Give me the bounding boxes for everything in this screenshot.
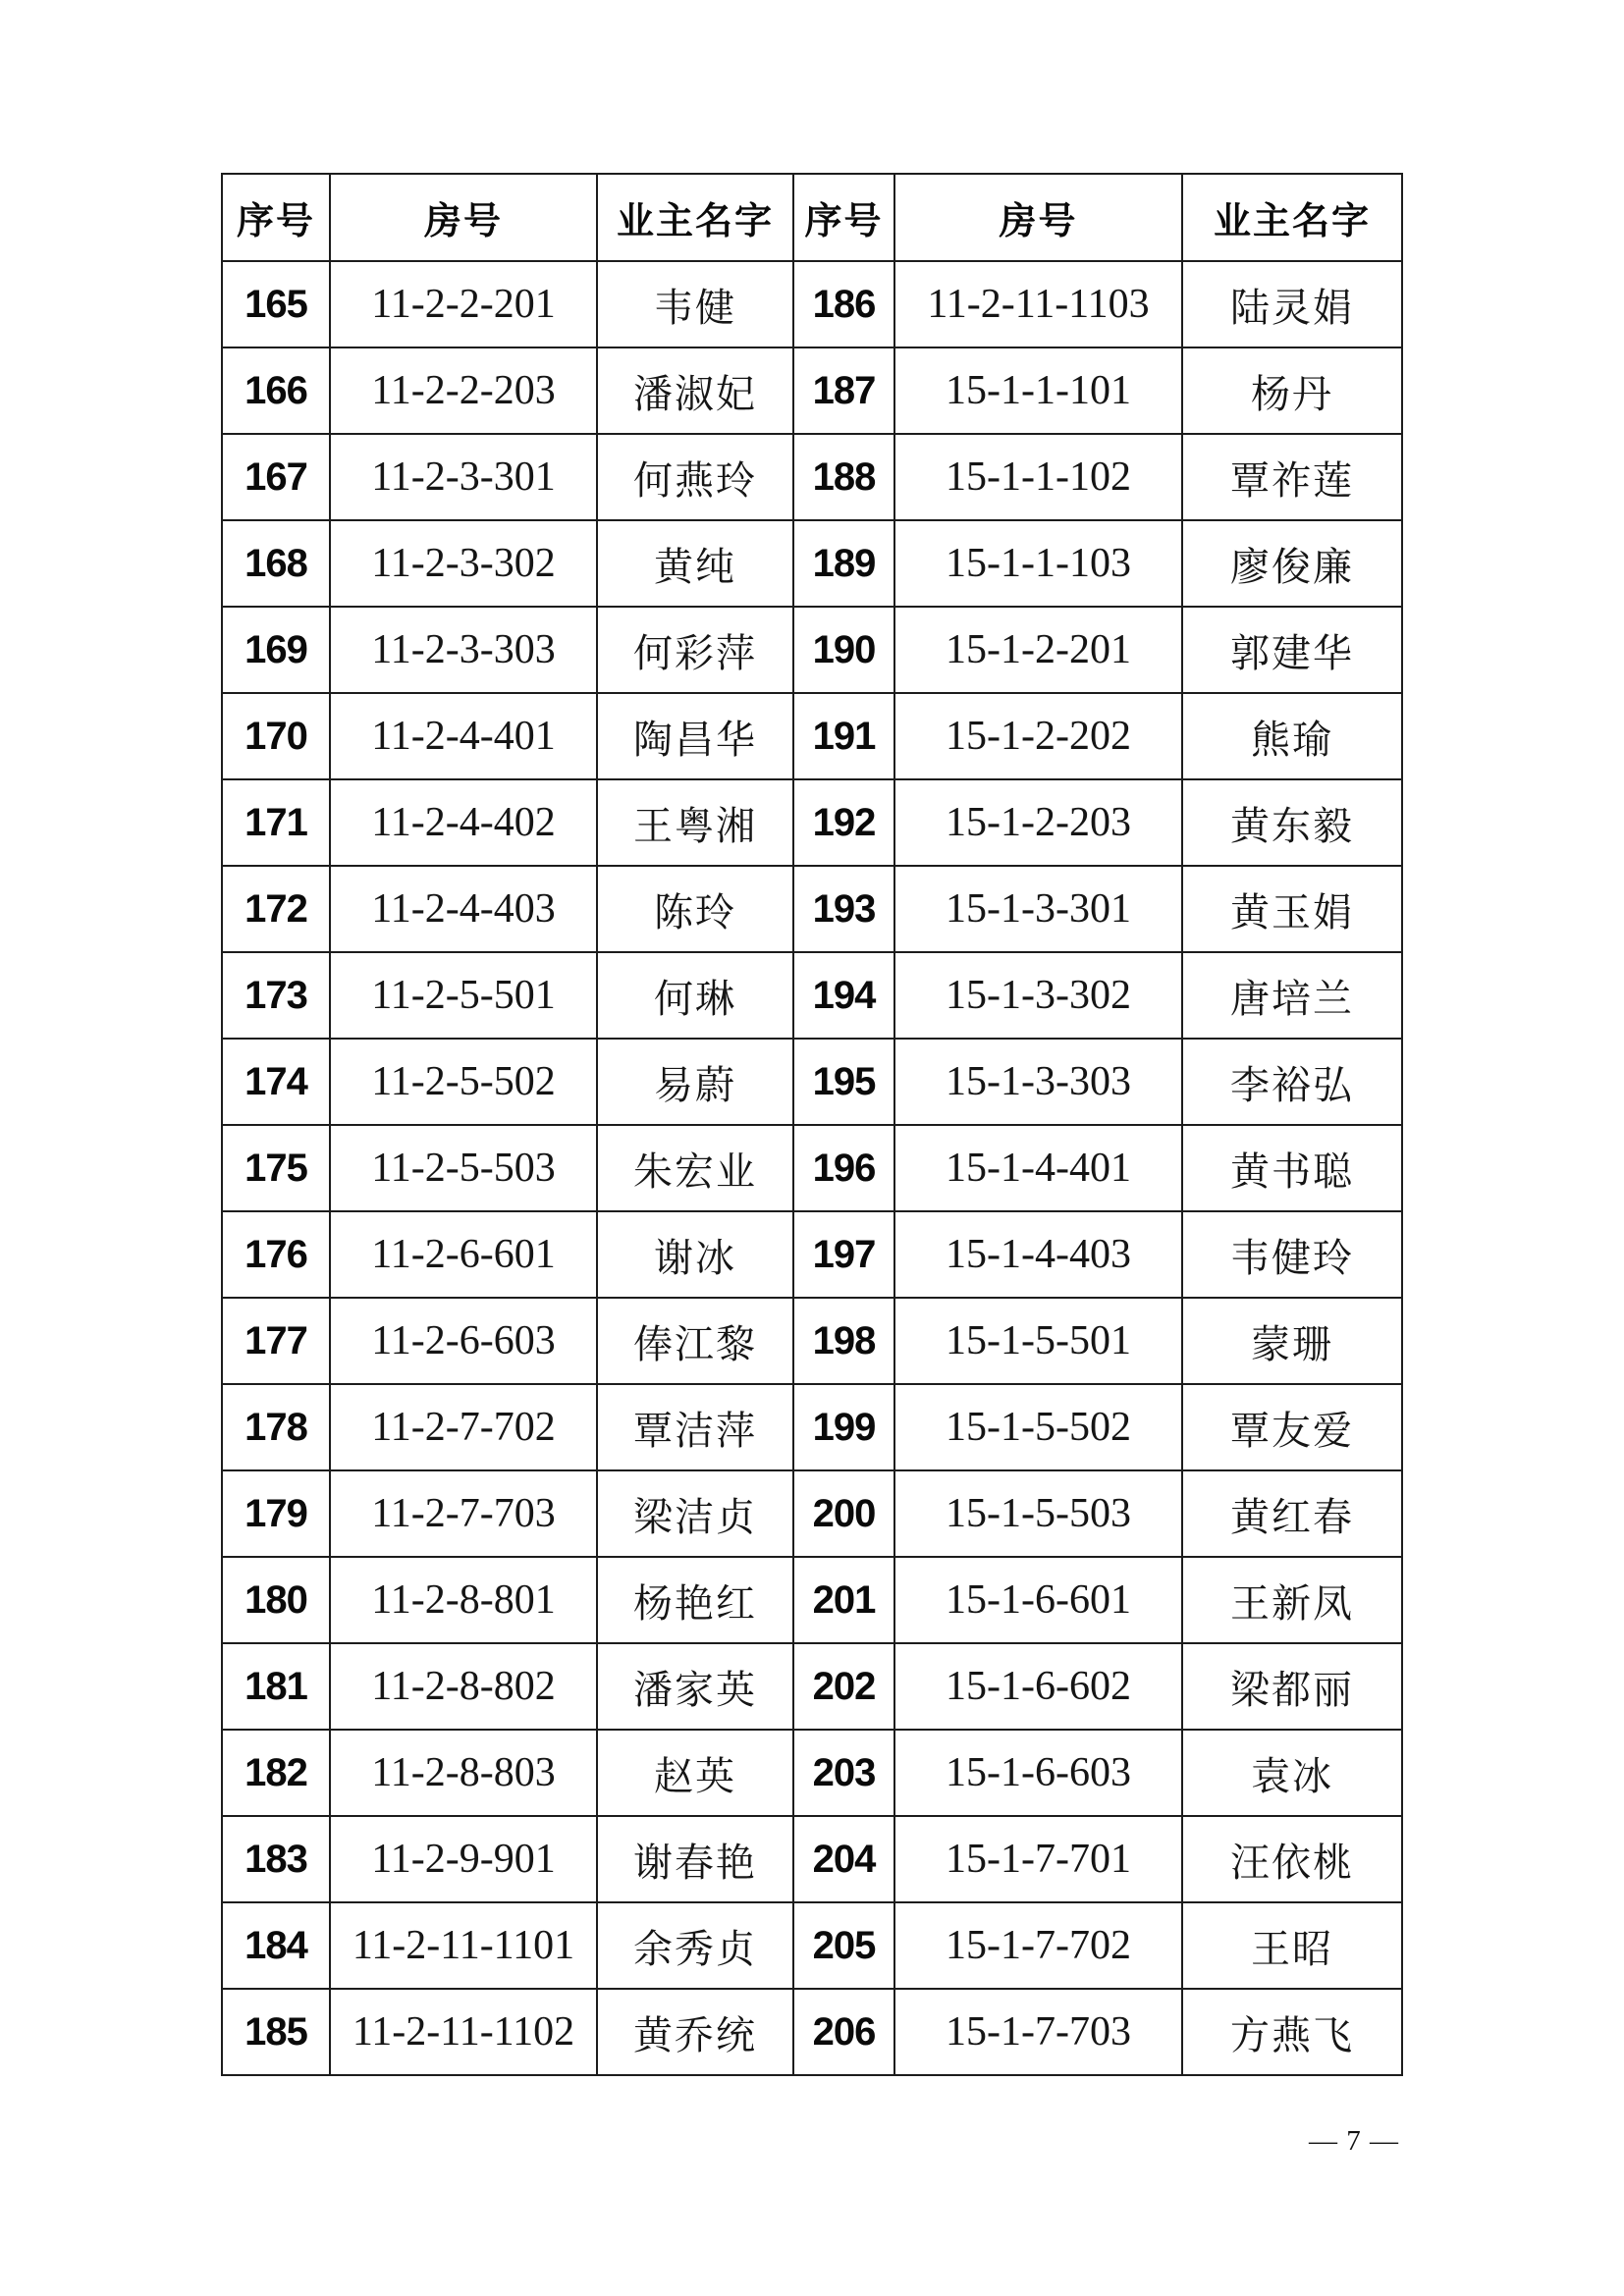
- name-cell: 郭建华: [1182, 607, 1402, 693]
- name-cell: 黄纯: [597, 520, 793, 607]
- seq-cell: 191: [793, 693, 894, 779]
- room-cell: 11-2-4-403: [330, 866, 597, 952]
- seq-cell: 197: [793, 1211, 894, 1298]
- room-cell: 15-1-3-302: [894, 952, 1182, 1039]
- seq-cell: 190: [793, 607, 894, 693]
- name-cell: 黄红春: [1182, 1470, 1402, 1557]
- table-row: [222, 1125, 1402, 1211]
- seq-cell: 182: [222, 1730, 330, 1816]
- room-cell: 15-1-3-303: [894, 1039, 1182, 1125]
- table-row: [222, 347, 1402, 434]
- room-cell: 15-1-4-401: [894, 1125, 1182, 1211]
- table-row: [222, 1298, 1402, 1384]
- seq-cell: 199: [793, 1384, 894, 1470]
- table-row: [222, 1039, 1402, 1125]
- room-cell: 15-1-2-203: [894, 779, 1182, 866]
- column-header: 业主名字: [1182, 174, 1402, 261]
- room-cell: 15-1-5-503: [894, 1470, 1182, 1557]
- name-cell: 梁洁贞: [597, 1470, 793, 1557]
- room-cell: 11-2-2-201: [330, 261, 597, 347]
- name-cell: 何燕玲: [597, 434, 793, 520]
- name-cell: 黄乔统: [597, 1989, 793, 2075]
- name-cell: 谢春艳: [597, 1816, 793, 1902]
- seq-cell: 200: [793, 1470, 894, 1557]
- seq-cell: 173: [222, 952, 330, 1039]
- room-cell: 11-2-3-301: [330, 434, 597, 520]
- room-cell: 15-1-5-502: [894, 1384, 1182, 1470]
- seq-cell: 176: [222, 1211, 330, 1298]
- name-cell: 潘淑妃: [597, 347, 793, 434]
- room-cell: 11-2-11-1103: [894, 261, 1182, 347]
- seq-cell: 175: [222, 1125, 330, 1211]
- room-cell: 11-2-7-703: [330, 1470, 597, 1557]
- seq-cell: 206: [793, 1989, 894, 2075]
- seq-cell: 166: [222, 347, 330, 434]
- table-row: [222, 434, 1402, 520]
- room-cell: 11-2-7-702: [330, 1384, 597, 1470]
- seq-cell: 188: [793, 434, 894, 520]
- seq-cell: 180: [222, 1557, 330, 1643]
- table-row: [222, 952, 1402, 1039]
- table-row: [222, 1989, 1402, 2075]
- seq-cell: 201: [793, 1557, 894, 1643]
- room-cell: 11-2-4-401: [330, 693, 597, 779]
- room-cell: 15-1-6-603: [894, 1730, 1182, 1816]
- seq-cell: 194: [793, 952, 894, 1039]
- table-row: [222, 866, 1402, 952]
- seq-cell: 181: [222, 1643, 330, 1730]
- room-cell: 11-2-4-402: [330, 779, 597, 866]
- name-cell: 覃洁萍: [597, 1384, 793, 1470]
- seq-cell: 170: [222, 693, 330, 779]
- room-cell: 11-2-5-501: [330, 952, 597, 1039]
- room-cell: 15-1-7-702: [894, 1902, 1182, 1989]
- room-cell: 15-1-1-103: [894, 520, 1182, 607]
- name-cell: 俸江黎: [597, 1298, 793, 1384]
- table-row: [222, 779, 1402, 866]
- seq-cell: 205: [793, 1902, 894, 1989]
- name-cell: 何彩萍: [597, 607, 793, 693]
- room-cell: 11-2-6-603: [330, 1298, 597, 1384]
- name-cell: 陶昌华: [597, 693, 793, 779]
- room-cell: 15-1-6-602: [894, 1643, 1182, 1730]
- seq-cell: 192: [793, 779, 894, 866]
- seq-cell: 185: [222, 1989, 330, 2075]
- room-cell: 15-1-4-403: [894, 1211, 1182, 1298]
- seq-cell: 183: [222, 1816, 330, 1902]
- seq-cell: 178: [222, 1384, 330, 1470]
- name-cell: 余秀贞: [597, 1902, 793, 1989]
- name-cell: 梁都丽: [1182, 1643, 1402, 1730]
- table-row: [222, 607, 1402, 693]
- room-cell: 11-2-8-802: [330, 1643, 597, 1730]
- table-body: [222, 261, 1402, 2075]
- name-cell: 韦健: [597, 261, 793, 347]
- name-cell: 谢冰: [597, 1211, 793, 1298]
- name-cell: 韦健玲: [1182, 1211, 1402, 1298]
- room-cell: 15-1-7-703: [894, 1989, 1182, 2075]
- name-cell: 陆灵娟: [1182, 261, 1402, 347]
- room-cell: 11-2-11-1102: [330, 1989, 597, 2075]
- room-cell: 11-2-5-503: [330, 1125, 597, 1211]
- room-cell: 11-2-11-1101: [330, 1902, 597, 1989]
- column-header: 房号: [330, 174, 597, 261]
- seq-cell: 198: [793, 1298, 894, 1384]
- room-cell: 15-1-6-601: [894, 1557, 1182, 1643]
- room-cell: 15-1-1-101: [894, 347, 1182, 434]
- owners-table: [221, 173, 1403, 2076]
- name-cell: 廖俊廉: [1182, 520, 1402, 607]
- room-cell: 11-2-9-901: [330, 1816, 597, 1902]
- name-cell: 潘家英: [597, 1643, 793, 1730]
- seq-cell: 195: [793, 1039, 894, 1125]
- name-cell: 朱宏业: [597, 1125, 793, 1211]
- seq-cell: 202: [793, 1643, 894, 1730]
- seq-cell: 168: [222, 520, 330, 607]
- room-cell: 11-2-3-302: [330, 520, 597, 607]
- name-cell: 何琳: [597, 952, 793, 1039]
- table-row: [222, 1211, 1402, 1298]
- room-cell: 11-2-8-803: [330, 1730, 597, 1816]
- table-row: [222, 1384, 1402, 1470]
- seq-cell: 177: [222, 1298, 330, 1384]
- room-cell: 15-1-2-201: [894, 607, 1182, 693]
- table-row: [222, 1557, 1402, 1643]
- table-row: [222, 693, 1402, 779]
- page-number: — 7 —: [1309, 2125, 1399, 2157]
- name-cell: 蒙珊: [1182, 1298, 1402, 1384]
- room-cell: 15-1-5-501: [894, 1298, 1182, 1384]
- seq-cell: 167: [222, 434, 330, 520]
- seq-cell: 172: [222, 866, 330, 952]
- name-cell: 袁冰: [1182, 1730, 1402, 1816]
- seq-cell: 184: [222, 1902, 330, 1989]
- name-cell: 王新凤: [1182, 1557, 1402, 1643]
- name-cell: 赵英: [597, 1730, 793, 1816]
- name-cell: 汪依桃: [1182, 1816, 1402, 1902]
- room-cell: 15-1-3-301: [894, 866, 1182, 952]
- name-cell: 王粤湘: [597, 779, 793, 866]
- name-cell: 黄玉娟: [1182, 866, 1402, 952]
- seq-cell: 187: [793, 347, 894, 434]
- seq-cell: 169: [222, 607, 330, 693]
- table-row: [222, 1730, 1402, 1816]
- name-cell: 唐培兰: [1182, 952, 1402, 1039]
- name-cell: 覃友爱: [1182, 1384, 1402, 1470]
- room-cell: 15-1-2-202: [894, 693, 1182, 779]
- room-cell: 11-2-8-801: [330, 1557, 597, 1643]
- table-row: [222, 1643, 1402, 1730]
- table-row: [222, 1816, 1402, 1902]
- name-cell: 覃祚莲: [1182, 434, 1402, 520]
- column-header: 业主名字: [597, 174, 793, 261]
- room-cell: 11-2-6-601: [330, 1211, 597, 1298]
- name-cell: 王昭: [1182, 1902, 1402, 1989]
- room-cell: 15-1-7-701: [894, 1816, 1182, 1902]
- room-cell: 15-1-1-102: [894, 434, 1182, 520]
- table-row: [222, 520, 1402, 607]
- name-cell: 陈玲: [597, 866, 793, 952]
- seq-cell: 165: [222, 261, 330, 347]
- seq-cell: 189: [793, 520, 894, 607]
- seq-cell: 204: [793, 1816, 894, 1902]
- seq-cell: 186: [793, 261, 894, 347]
- room-cell: 11-2-5-502: [330, 1039, 597, 1125]
- column-header: 房号: [894, 174, 1182, 261]
- seq-cell: 193: [793, 866, 894, 952]
- name-cell: 熊瑜: [1182, 693, 1402, 779]
- seq-cell: 171: [222, 779, 330, 866]
- table-row: [222, 261, 1402, 347]
- name-cell: 方燕飞: [1182, 1989, 1402, 2075]
- name-cell: 杨艳红: [597, 1557, 793, 1643]
- column-header: 序号: [222, 174, 330, 261]
- room-cell: 11-2-3-303: [330, 607, 597, 693]
- name-cell: 易蔚: [597, 1039, 793, 1125]
- seq-cell: 174: [222, 1039, 330, 1125]
- seq-cell: 196: [793, 1125, 894, 1211]
- name-cell: 杨丹: [1182, 347, 1402, 434]
- table-row: [222, 1902, 1402, 1989]
- seq-cell: 203: [793, 1730, 894, 1816]
- name-cell: 李裕弘: [1182, 1039, 1402, 1125]
- room-cell: 11-2-2-203: [330, 347, 597, 434]
- table-row: [222, 1470, 1402, 1557]
- seq-cell: 179: [222, 1470, 330, 1557]
- name-cell: 黄东毅: [1182, 779, 1402, 866]
- column-header: 序号: [793, 174, 894, 261]
- name-cell: 黄书聪: [1182, 1125, 1402, 1211]
- header-row: [222, 174, 1402, 261]
